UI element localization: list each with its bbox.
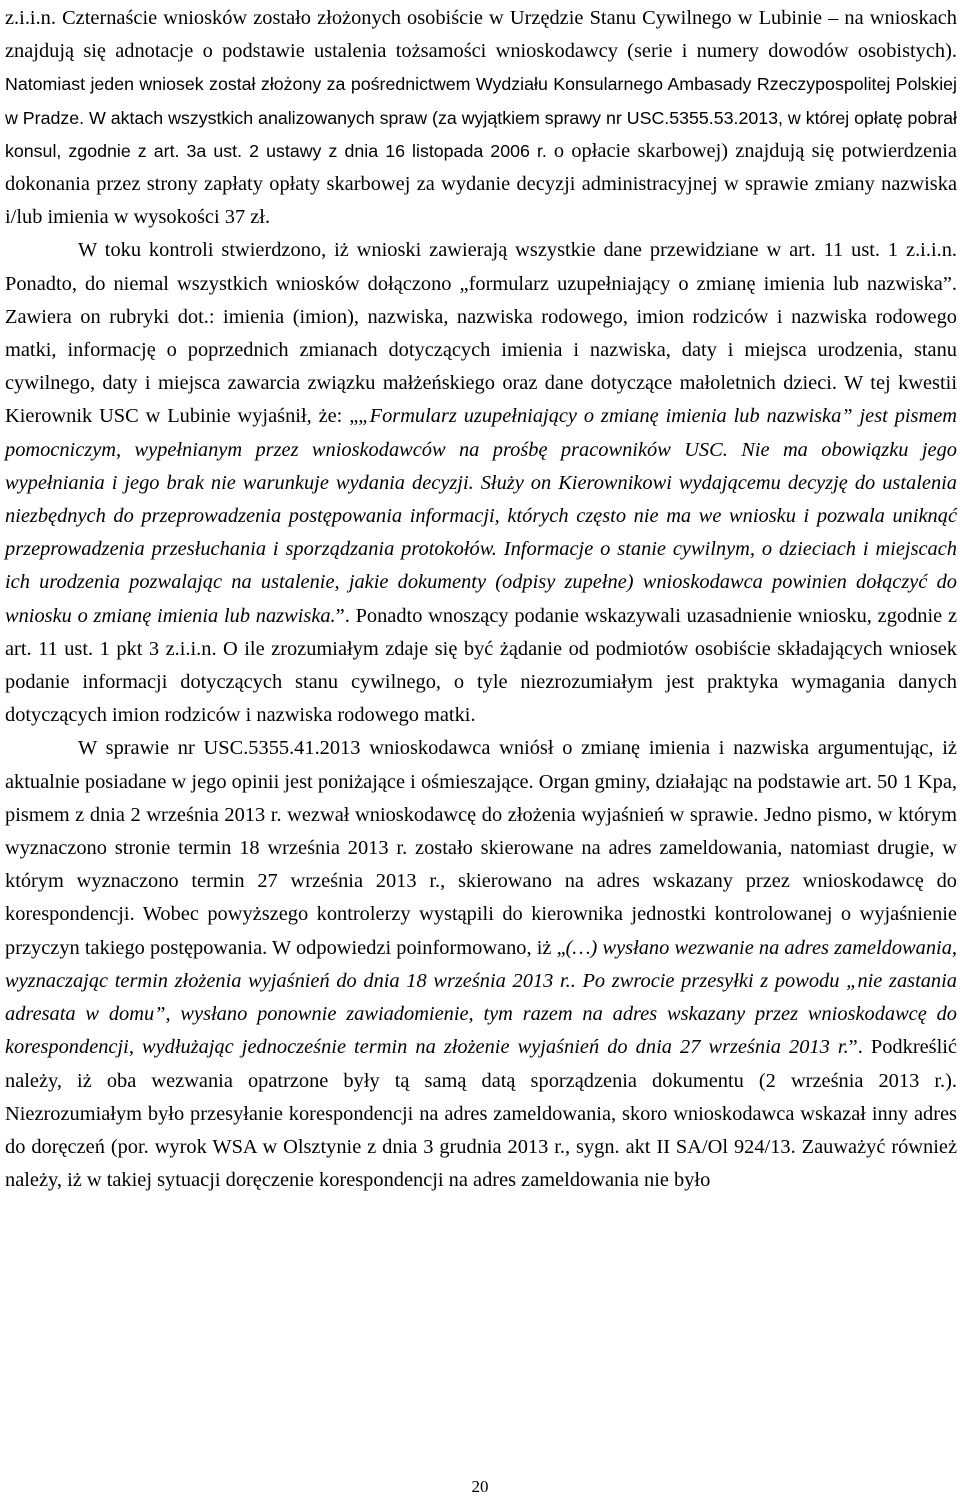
paragraph-1-sans-text: Natomiast jeden wniosek został złożony za pośrednictwem Wydziału Konsularnego Ambasady Rzeczypospolitej Polskiej w Pradze. W aktach wszystkich analizowanych spraw (za wyjątkiem sprawy nr USC.5355.53.2013, w której opłatę pobrał konsul, zgodnie z art. 3a ust. 2 ustawy z dnia 16 listopada 2006 r. — [5, 74, 957, 161]
paragraph-3-text: W sprawie nr USC.5355.41.2013 wnioskodawca wniósł o zmianę imienia i nazwiska argumentując, iż aktualnie posiadane w jego opinii jest poniżające i ośmieszające. Organ gminy, działając na podstawie art. 50 1 Kpa, pismem z dnia 2 września 2013 r. wezwał wnioskodawcę do złożenia wyjaśnień w sprawie. Jedno pismo, w którym wyznaczono stronie termin 18 września 2013 r. zostało skierowane na adres zameldowania, natomiast drugie, w którym wyznaczono termin 27 września 2013 r., skierowano na adres wskazany przez wnioskodawcę do korespondencji. Wobec powyższego kontrolerzy wystąpili do kierownika jednostki kontrolowanej o wyjaśnienie przyczyn takiego postępowania. W odpowiedzi poinformowano, iż „ — [5, 737, 957, 959]
paragraph-1-text: z.i.i.n. Czternaście wniosków zostało złożonych osobiście w Urzędzie Stanu Cywilnego w Lubinie – na wnioskach znajdują się adnotacje o podstawie ustalenia tożsamości wnioskodawcy (serie i numery dowodów osobistych). — [5, 7, 957, 63]
page-number: 20 — [471, 1477, 489, 1496]
paragraph-3 — [5, 732, 957, 1197]
paragraph-3-text-end: ”. Podkreślić należy, iż oba wezwania opatrzone były tą samą datą sporządzenia dokumentu (2 września 2013 r.). Niezrozumiałym było przesyłanie korespondencji na adres zameldowania, skoro wnioskodawca wskazał inny adres do doręczeń (por. wyrok WSA w Olsztynie z dnia 3 grudnia 2013 r., sygn. akt II SA/Ol 924/13. Zauważyć również należy, iż w takiej sytuacji doręczenie korespondencji na adres zameldowania nie było — [5, 1036, 957, 1192]
paragraph-1 — [5, 2, 957, 234]
paragraph-2 — [5, 234, 957, 732]
paragraph-3-quote: (…) wysłano wezwanie na adres zameldowania, wyznaczając termin złożenia wyjaśnień do dnia 18 września 2013 r.. Po zwrocie przesyłki z powodu „nie zastania adresata w domu”, wysłano ponownie zawiadomienie, tym razem na adres wskazany przez wnioskodawcę do korespondencji, wydłużając jednocześnie termin na złożenie wyjaśnień do dnia 27 września 2013 r. — [5, 936, 957, 1059]
paragraph-2-quote: „Formularz uzupełniający o zmianę imienia lub nazwiska” jest pismem pomocniczym, wypełnianym przez wnioskodawców na prośbę pracowników USC. Nie ma obowiązku jego wypełniania i jego brak nie warunkuje wydania decyzji. Służy on Kierownikowi wydającemu decyzję do ustalenia niezbędnych do przeprowadzenia postępowania informacji, których często nie ma we wniosku i pozwala uniknąć przeprowadzenia przesłuchania i sporządzania protokołów. Informacje o stanie cywilnym, o dzieciach i miejscach ich urodzenia pozwalając na ustalenie, jakie dokumenty (odpisy zupełne) wnioskodawca powinien dołączyć do wniosku o zmianę imienia lub nazwiska. — [5, 405, 957, 627]
paragraph-2-text-end: ”. Ponadto wnoszący podanie wskazywali uzasadnienie wniosku, zgodnie z art. 11 ust. 1 pkt 3 z.i.i.n. O ile zrozumiałym zdaje się być żądanie od podmiotów osobiście składających wniosek podanie informacji dotyczących stanu cywilnego, o tyle niezrozumiałym jest praktyka wymagania danych dotyczących imion rodziców i nazwiska rodowego matki. — [5, 604, 957, 727]
paragraph-2-text: W toku kontroli stwierdzono, iż wnioski zawierają wszystkie dane przewidziane w art. 11 ust. 1 z.i.i.n. Ponadto, do niemal wszystkich wniosków dołączono „formularz uzupełniający o zmianę imienia lub nazwiska”. Zawiera on rubryki dot.: imienia (imion), nazwiska, nazwiska rodowego, imion rodziców i nazwiska rodowego matki, informację o poprzednich zmianach dotyczących imienia i nazwiska, daty i miejsca urodzenia, stanu cywilnego, daty i miejsca zawarcia związku małżeńskiego oraz dane dotyczące małoletnich dzieci. W tej kwestii Kierownik USC w Lubinie wyjaśnił, że: „ — [5, 239, 957, 428]
paragraph-1-text-end: o opłacie skarbowej) znajdują się potwierdzenia dokonania przez strony zapłaty opłaty skarbowej za wydanie decyzji administracyjnej w sprawie zmiany nazwiska i/lub imienia w wysokości 37 zł. — [5, 139, 957, 229]
